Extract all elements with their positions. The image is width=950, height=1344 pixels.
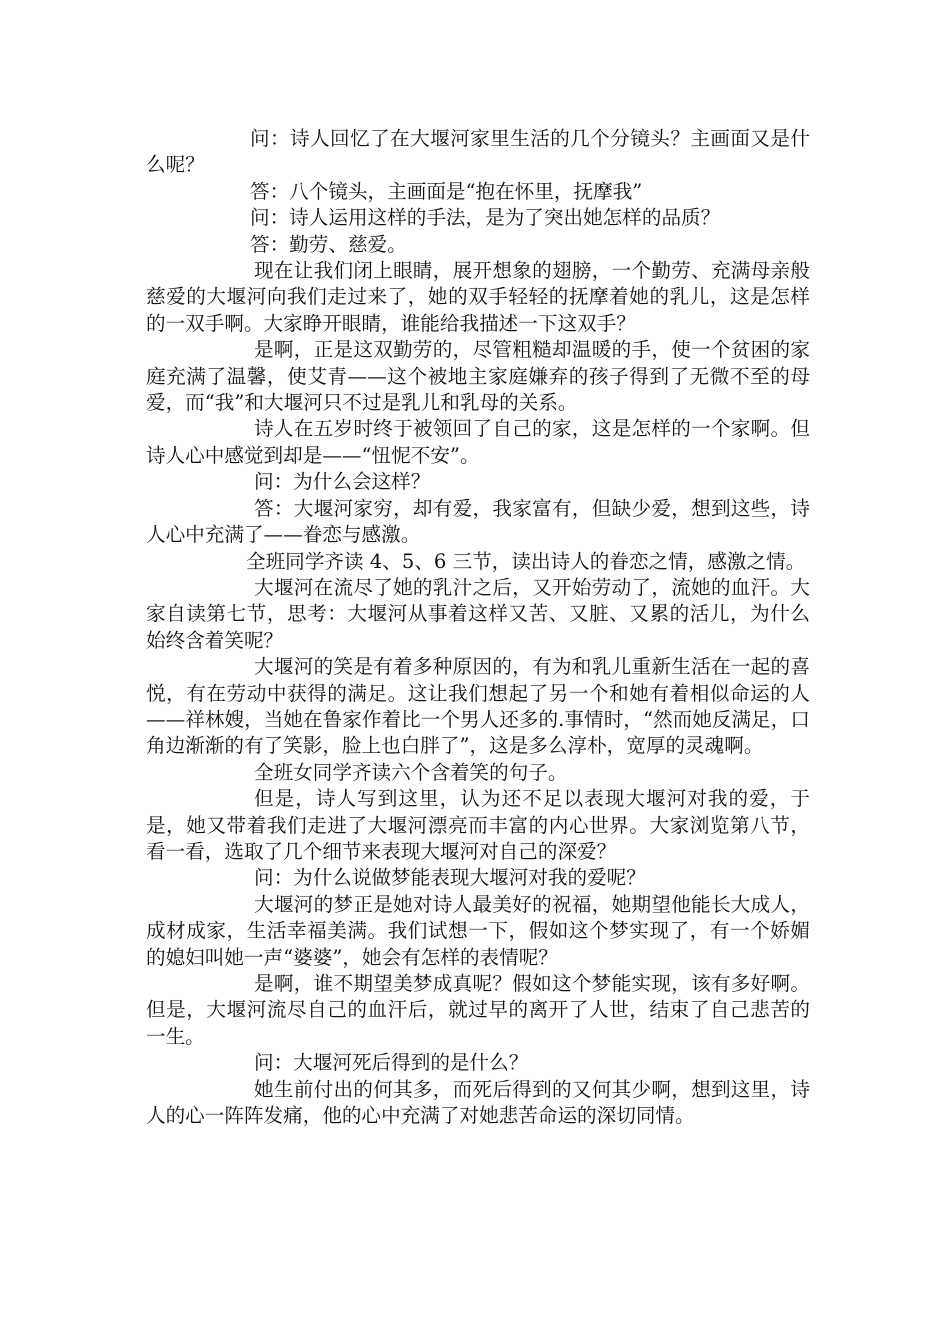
paragraph-19: 她生前付出的何其多，而死后得到的又何其少啊，想到这里，诗人的心一阵阵发痛，他的心中充满了对她悲苦命运的深切同情。 <box>146 1077 810 1128</box>
paragraph-14: 但是，诗人写到这里，认为还不足以表现大堰河对我的爱，于是，她又带着我们走进了大堰河漂亮而丰富的内心世界。大家浏览第八节，看一看，选取了几个细节来表现大堰河对自己的深爱？ <box>146 787 810 863</box>
paragraph-5: 现在让我们闭上眼睛，展开想象的翅膀，一个勤劳、充满母亲般慈爱的大堰河向我们走过来了，她的双手轻轻的抚摩着她的乳儿，这是怎样的一双手啊。大家睁开眼睛，谁能给我描述一下这双手？ <box>146 259 810 335</box>
paragraph-1: 问：诗人回忆了在大堰河家里生活的几个分镜头？主画面又是什么呢？ <box>146 127 810 177</box>
paragraph-16: 大堰河的梦正是她对诗人最美好的祝福，她期望他能长大成人，成材成家，生活幸福美满。我们试想一下，假如这个梦实现了，有一个娇媚的媳妇叫她一声“婆婆”，她会有怎样的表情呢？ <box>146 892 810 969</box>
paragraph-18: 问：大堰河死后得到的是什么？ <box>254 1051 529 1075</box>
paragraph-4: 答：勤劳、慈爱。 <box>250 232 407 256</box>
paragraph-8: 问：为什么会这样？ <box>254 470 431 494</box>
paragraph-3: 问：诗人运用这样的手法，是为了突出她怎样的品质？ <box>250 206 721 230</box>
paragraph-12: 大堰河的笑是有着多种原因的，有为和乳儿重新生活在一起的喜悦，有在劳动中获得的满足。这让我们想起了另一个和她有着相似命运的人——祥林嫂，当她在鲁家作着比一个男人还多的.事情时，“然而她反满足，口角边渐渐的有了笑影，脸上也白胖了”，这是多么淳朴，宽厚的灵魂啊。 <box>146 655 810 758</box>
paragraph-6: 是啊，正是这双勤劳的，尽管粗糙却温暖的手，使一个贫困的家庭充满了温馨，使艾青——这个被地主家庭嫌弃的孩子得到了无微不至的母爱，而“我”和大堰河只不过是乳儿和乳母的关系。 <box>146 338 810 415</box>
paragraph-13: 全班女同学齐读六个含着笑的句子。 <box>254 760 568 784</box>
paragraph-7: 诗人在五岁时终于被领回了自己的家，这是怎样的一个家啊。但诗人心中感觉到却是——“忸怩不安”。 <box>146 417 810 467</box>
paragraph-10: 全班同学齐读 4、5、6 三节，读出诗人的眷恋之情，感激之情。 <box>246 549 806 573</box>
paragraph-11: 大堰河在流尽了她的乳汁之后，又开始劳动了，流她的血汗。大家自读第七节，思考：大堰河从事着这样又苦、又脏、又累的活儿，为什么始终含着笑呢？ <box>146 575 810 652</box>
paragraph-2: 答：八个镜头，主画面是“抱在怀里，抚摩我” <box>250 179 643 203</box>
paragraph-17: 是啊，谁不期望美梦成真呢？假如这个梦能实现，该有多好啊。但是，大堰河流尽自己的血汗后，就过早的离开了人世，结束了自己悲苦的一生。 <box>146 972 810 1048</box>
document-body <box>146 126 810 1129</box>
paragraph-9: 答：大堰河家穷，却有爱，我家富有，但缺少爱，想到这些，诗人心中充满了——眷恋与感激。 <box>146 496 810 547</box>
paragraph-15: 问：为什么说做梦能表现大堰河对我的爱呢？ <box>254 866 646 890</box>
